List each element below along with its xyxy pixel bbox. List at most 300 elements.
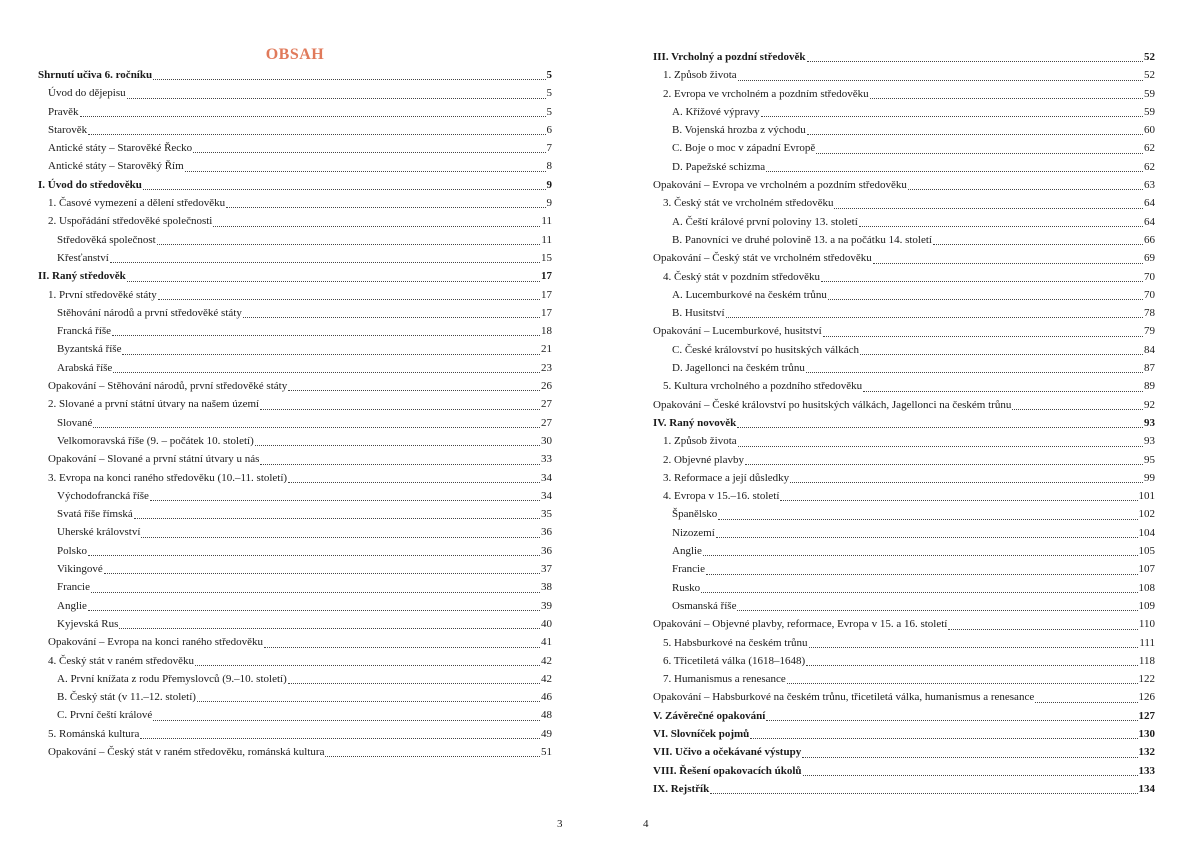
toc-leader-dots [706, 574, 1138, 575]
toc-entry-title: A. Lucemburkové na českém trůnu [672, 288, 827, 301]
toc-entry-title: Svatá říše římská [57, 508, 133, 521]
toc-leader-dots [745, 464, 1143, 465]
toc-entry [653, 560, 1155, 578]
toc-entry [653, 780, 1155, 798]
toc-entry [653, 762, 1155, 780]
toc-entry-page: 9 [546, 178, 552, 191]
toc-leader-dots [197, 701, 540, 702]
toc-leader-dots [127, 98, 546, 99]
toc-entry [38, 322, 552, 340]
toc-entry-title: Opakování – Evropa ve vrcholném a pozdním středověku [653, 179, 907, 192]
toc-entry-title: IV. Raný novověk [653, 416, 737, 429]
toc-entry-title: Byzantská říše [57, 343, 122, 356]
toc-entry-page: 130 [1138, 727, 1155, 740]
toc-leader-dots [1012, 409, 1143, 410]
toc-leader-dots [264, 647, 540, 648]
toc-entry-title: A. Čeští králové první poloviny 13. století [672, 215, 858, 228]
toc-list-right [653, 48, 1155, 798]
toc-entry-title: Arabská říše [57, 361, 113, 374]
toc-entry-page: 93 [1144, 435, 1155, 448]
toc-entry-title: 4. Český stát v pozdním středověku [663, 270, 821, 283]
toc-entry [38, 249, 552, 267]
toc-entry-page: 59 [1144, 87, 1155, 100]
toc-leader-dots [790, 482, 1143, 483]
toc-entry-page: 7 [546, 142, 552, 155]
toc-leader-dots [802, 757, 1137, 758]
toc-entry-title: Opakování – Český stát ve vrcholném středověku [653, 252, 872, 265]
toc-entry [653, 487, 1155, 505]
toc-entry-page: 8 [546, 160, 552, 173]
toc-leader-dots [134, 518, 540, 519]
toc-entry [38, 450, 552, 468]
toc-entry [38, 542, 552, 560]
toc-entry-title: 1. Časové vymezení a dělení středověku [48, 197, 226, 210]
toc-entry [653, 542, 1155, 560]
toc-leader-dots [828, 299, 1143, 300]
toc-leader-dots [948, 629, 1138, 630]
toc-entry-page: 110 [1138, 618, 1155, 631]
toc-entry-title: Opakování – Český stát v raném středověku, románská kultura [48, 745, 325, 758]
toc-entry [38, 615, 552, 633]
toc-leader-dots [141, 537, 540, 538]
toc-entry-page: 39 [541, 599, 552, 612]
toc-entry-page: 92 [1144, 398, 1155, 411]
toc-entry-title: 1. Způsob života [663, 69, 737, 82]
toc-entry-title: Úvod do dějepisu [48, 87, 126, 100]
toc-leader-dots [863, 391, 1143, 392]
toc-entry-title: B. Husitství [672, 307, 725, 320]
toc-list-left [38, 66, 552, 761]
toc-entry-title: Opakování – České království po husitských válkách, Jagellonci na českém trůnu [653, 398, 1012, 411]
toc-entry-page: 93 [1144, 416, 1155, 429]
toc-entry-title: 5. Románská kultura [48, 727, 140, 740]
toc-entry-title: C. První čeští králové [57, 709, 153, 722]
toc-entry [653, 743, 1155, 761]
toc-entry-title: IX. Rejstřík [653, 782, 710, 795]
toc-leader-dots [243, 317, 540, 318]
toc-entry-title: III. Vrcholný a pozdní středověk [653, 51, 806, 63]
toc-entry-page: 36 [541, 526, 552, 539]
toc-leader-dots [860, 354, 1143, 355]
toc-leader-dots [91, 592, 540, 593]
toc-entry-title: Slované [57, 416, 93, 429]
toc-entry [38, 66, 552, 84]
toc-entry [38, 725, 552, 743]
toc-entry-page: 84 [1144, 343, 1155, 356]
toc-leader-dots [88, 555, 540, 556]
toc-entry [653, 341, 1155, 359]
toc-entry [653, 377, 1155, 395]
toc-entry [653, 707, 1155, 725]
toc-leader-dots [859, 226, 1143, 227]
toc-entry-title: Kyjevská Rus [57, 617, 119, 630]
toc-entry-page: 101 [1138, 490, 1155, 503]
toc-entry-title: Nizozemí [672, 526, 715, 539]
toc-leader-dots [110, 262, 540, 263]
toc-entry-page: 9 [546, 197, 552, 210]
toc-entry-page: 37 [541, 563, 552, 576]
toc-entry [653, 414, 1155, 432]
toc-entry [653, 597, 1155, 615]
toc-leader-dots [710, 793, 1137, 794]
toc-entry-title: VIII. Řešení opakovacích úkolů [653, 764, 802, 777]
toc-entry-title: Antické státy – Starověký Řím [48, 160, 184, 173]
toc-entry [38, 340, 552, 358]
toc-entry-title: VII. Učivo a očekávané výstupy [653, 746, 802, 759]
toc-entry-title: Shrnutí učiva 6. ročníku [38, 69, 153, 81]
toc-entry-page: 26 [541, 380, 552, 393]
toc-entry-page: 27 [541, 416, 552, 429]
toc-entry-page: 126 [1138, 691, 1155, 704]
toc-leader-dots [104, 573, 540, 574]
toc-leader-dots [288, 390, 540, 391]
toc-entry [38, 597, 552, 615]
toc-entry-page: 30 [541, 434, 552, 447]
toc-leader-dots [260, 409, 540, 410]
toc-leader-dots [823, 336, 1143, 337]
toc-entry [38, 505, 552, 523]
toc-entry-page: 118 [1138, 654, 1155, 667]
toc-entry-page: 5 [546, 69, 552, 81]
toc-leader-dots [185, 171, 546, 172]
toc-entry-page: 70 [1144, 270, 1155, 283]
toc-entry-title: Opakování – Objevné plavby, reformace, Evropa v 15. a 16. století [653, 618, 948, 631]
toc-leader-dots [834, 208, 1143, 209]
toc-entry [653, 66, 1155, 84]
toc-entry-page: 109 [1138, 599, 1155, 612]
toc-leader-dots [158, 299, 540, 300]
toc-entry-page: 42 [541, 672, 552, 685]
toc-leader-dots [140, 738, 540, 739]
toc-entry-title: A. První knížata z rodu Přemyslovců (9.–10. století) [57, 672, 287, 685]
toc-leader-dots [703, 555, 1138, 556]
toc-entry-title: Španělsko [672, 508, 718, 521]
toc-leader-dots [908, 189, 1143, 190]
toc-entry-page: 66 [1144, 233, 1155, 246]
toc-entry [653, 322, 1155, 340]
toc-entry-title: Francie [57, 581, 90, 594]
toc-entry-title: A. Křížové výpravy [672, 105, 760, 118]
toc-entry-title: B. Český stát (v 11.–12. století) [57, 691, 196, 704]
toc-entry-title: Antické státy – Starověké Řecko [48, 142, 193, 155]
toc-entry-page: 111 [1139, 636, 1155, 649]
toc-entry-page: 79 [1144, 325, 1155, 338]
toc-entry [38, 652, 552, 670]
toc-entry-page: 40 [541, 617, 552, 630]
toc-entry-title: 1. První středověké státy [48, 288, 157, 301]
toc-leader-dots [127, 281, 540, 282]
toc-entry [653, 249, 1155, 267]
toc-entry-page: 6 [546, 123, 552, 136]
toc-leader-dots [803, 775, 1138, 776]
toc-leader-dots [88, 134, 545, 135]
toc-entry [653, 451, 1155, 469]
toc-entry [38, 414, 552, 432]
toc-entry-title: 1. Způsob života [663, 435, 737, 448]
toc-entry-page: 99 [1144, 471, 1155, 484]
toc-entry-title: 4. Evropa v 15.–16. století [663, 490, 780, 503]
toc-leader-dots [738, 446, 1143, 447]
toc-entry [653, 725, 1155, 743]
toc-leader-dots [325, 756, 540, 757]
toc-entry [38, 176, 552, 194]
toc-leader-dots [807, 61, 1144, 62]
toc-entry-title: Polsko [57, 544, 87, 557]
toc-entry-page: 87 [1144, 362, 1155, 375]
toc-entry-page: 5 [546, 87, 552, 100]
toc-entry [38, 304, 552, 322]
toc-leader-dots [716, 537, 1138, 538]
toc-entry [653, 213, 1155, 231]
toc-entry-page: 102 [1138, 508, 1155, 521]
toc-entry-title: Anglie [57, 599, 87, 612]
toc-entry-title: Opakování – Evropa na konci raného středověku [48, 636, 264, 649]
toc-entry-title: Stěhování národů a první středověké státy [57, 306, 242, 319]
toc-entry [38, 231, 552, 249]
toc-entry-title: B. Panovníci ve druhé polovině 13. a na počátku 14. století [672, 233, 932, 246]
toc-leader-dots [288, 482, 540, 483]
toc-entry-title: Francká říše [57, 325, 112, 338]
toc-entry-page: 89 [1144, 380, 1155, 393]
toc-entry-title: Křesťanství [57, 251, 109, 264]
toc-entry-title: Francie [672, 563, 705, 576]
toc-entry-page: 21 [541, 343, 552, 356]
toc-entry [38, 706, 552, 724]
toc-entry [653, 304, 1155, 322]
toc-leader-dots [761, 116, 1143, 117]
toc-entry-page: 134 [1138, 782, 1155, 795]
toc-entry [653, 469, 1155, 487]
toc-entry [653, 139, 1155, 157]
toc-entry-page: 52 [1144, 51, 1155, 63]
toc-entry [653, 579, 1155, 597]
toc-entry [38, 688, 552, 706]
toc-entry-title: I. Úvod do středověku [38, 178, 142, 191]
toc-entry-page: 34 [541, 471, 552, 484]
toc-entry-title: 5. Habsburkové na českém trůnu [663, 636, 808, 649]
toc-entry-title: 4. Český stát v raném středověku [48, 654, 195, 667]
toc-entry [653, 615, 1155, 633]
toc-entry-title: C. České království po husitských válkách [672, 343, 859, 356]
toc-leader-dots [726, 317, 1143, 318]
toc-leader-dots [80, 116, 546, 117]
toc-leader-dots [806, 372, 1143, 373]
toc-entry [653, 432, 1155, 450]
toc-entry [38, 560, 552, 578]
toc-leader-dots [122, 354, 540, 355]
toc-entry-page: 46 [541, 691, 552, 704]
toc-leader-dots [260, 464, 540, 465]
toc-entry-page: 62 [1144, 160, 1155, 173]
toc-entry [653, 48, 1155, 66]
toc-entry-page: 107 [1138, 563, 1155, 576]
toc-entry-page: 64 [1144, 197, 1155, 210]
toc-entry-page: 49 [541, 727, 552, 740]
toc-entry-page: 105 [1138, 545, 1155, 558]
toc-leader-dots [737, 610, 1137, 611]
toc-leader-dots [780, 500, 1137, 501]
toc-entry-page: 38 [541, 581, 552, 594]
toc-entry [653, 231, 1155, 249]
toc-leader-dots [1035, 702, 1137, 703]
toc-entry [38, 469, 552, 487]
toc-entry-page: 62 [1144, 142, 1155, 155]
toc-entry-title: 2. Evropa ve vrcholném a pozdním středověku [663, 87, 869, 100]
toc-entry [38, 121, 552, 139]
toc-entry-page: 5 [546, 105, 552, 118]
toc-leader-dots [737, 427, 1143, 428]
toc-leader-dots [738, 80, 1143, 81]
toc-entry-title: Anglie [672, 545, 702, 558]
toc-entry [653, 359, 1155, 377]
toc-entry-page: 27 [541, 398, 552, 411]
toc-entry [38, 267, 552, 285]
toc-entry-title: Starověk [48, 123, 88, 136]
toc-entry-page: 11 [541, 233, 552, 246]
toc-entry-title: 3. Reformace a její důsledky [663, 471, 790, 484]
toc-entry-title: 2. Uspořádání středověké společnosti [48, 215, 213, 228]
right-page [600, 0, 1200, 854]
toc-entry-title: II. Raný středověk [38, 270, 126, 283]
toc-entry-title: D. Jagellonci na českém trůnu [672, 362, 805, 375]
toc-entry-page: 33 [541, 453, 552, 466]
toc-entry-title: 5. Kultura vrcholného a pozdního středověku [663, 380, 863, 393]
toc-entry-page: 41 [541, 636, 552, 649]
toc-entry-title: C. Boje o moc v západní Evropě [672, 142, 816, 155]
toc-leader-dots [157, 244, 541, 245]
toc-entry-page: 11 [541, 215, 552, 228]
toc-leader-dots [255, 445, 540, 446]
toc-leader-dots [718, 519, 1137, 520]
toc-entry-page: 60 [1144, 124, 1155, 137]
toc-entry [38, 286, 552, 304]
toc-entry-page: 17 [541, 270, 552, 283]
toc-entry [653, 396, 1155, 414]
toc-entry-page: 133 [1138, 764, 1155, 777]
toc-leader-dots [195, 665, 540, 666]
toc-entry-page: 78 [1144, 307, 1155, 320]
toc-entry [38, 633, 552, 651]
toc-entry [38, 103, 552, 121]
toc-entry-title: 6. Třicetiletá válka (1618–1648) [663, 654, 806, 667]
toc-leader-dots [93, 427, 540, 428]
toc-entry-title: Uherské království [57, 526, 141, 539]
toc-entry-title: 3. Evropa na konci raného středověku (10.–11. století) [48, 471, 288, 484]
toc-leader-dots [288, 683, 540, 684]
toc-entry [653, 85, 1155, 103]
toc-entry-title: Opakování – Stěhování národů, první středověké státy [48, 380, 288, 393]
toc-leader-dots [816, 153, 1143, 154]
toc-entry-title: 7. Humanismus a renesance [663, 673, 786, 686]
toc-entry [653, 688, 1155, 706]
toc-entry-title: VI. Slovníček pojmů [653, 727, 750, 740]
toc-entry-page: 52 [1144, 69, 1155, 82]
toc-entry-page: 70 [1144, 288, 1155, 301]
toc-leader-dots [701, 592, 1137, 593]
toc-entry-title: Pravěk [48, 105, 79, 118]
toc-leader-dots [750, 738, 1137, 739]
toc-leader-dots [806, 665, 1138, 666]
toc-entry-title: Vikingové [57, 563, 103, 576]
toc-entry [38, 432, 552, 450]
toc-entry [38, 212, 552, 230]
toc-leader-dots [153, 720, 540, 721]
toc-entry-page: 17 [541, 288, 552, 301]
toc-entry [653, 505, 1155, 523]
toc-entry-title: Osmanská říše [672, 599, 737, 612]
toc-leader-dots [153, 79, 545, 80]
toc-leader-dots [873, 263, 1143, 264]
toc-entry-title: 3. Český stát ve vrcholném středověku [663, 197, 834, 210]
toc-entry [38, 157, 552, 175]
toc-entry-title: Opakování – Lucemburkové, husitství [653, 325, 822, 338]
toc-entry [653, 103, 1155, 121]
toc-leader-dots [821, 281, 1143, 282]
toc-title: OBSAH [265, 46, 325, 63]
toc-entry [38, 578, 552, 596]
toc-entry [38, 523, 552, 541]
toc-entry-page: 18 [541, 325, 552, 338]
toc-leader-dots [213, 226, 540, 227]
toc-entry [653, 652, 1155, 670]
toc-entry [38, 139, 552, 157]
toc-entry-page: 36 [541, 544, 552, 557]
toc-entry [38, 395, 552, 413]
toc-entry-page: 104 [1138, 526, 1155, 539]
toc-entry-page: 95 [1144, 453, 1155, 466]
toc-entry-title: Rusko [672, 581, 701, 594]
toc-entry-title: Opakování – Habsburkové na českém trůnu, třicetiletá válka, humanismus a renesance [653, 691, 1035, 704]
toc-leader-dots [933, 244, 1143, 245]
toc-entry-title: 2. Slované a první státní útvary na našem území [48, 398, 260, 411]
toc-entry [653, 634, 1155, 652]
toc-leader-dots [150, 500, 540, 501]
page-number: 3 [557, 818, 563, 830]
toc-leader-dots [787, 683, 1138, 684]
toc-entry [38, 194, 552, 212]
toc-entry [38, 377, 552, 395]
toc-leader-dots [143, 189, 546, 190]
toc-entry-page: 15 [541, 251, 552, 264]
toc-leader-dots [113, 372, 540, 373]
toc-entry-page: 63 [1144, 179, 1155, 192]
toc-entry-title: B. Vojenská hrozba z východu [672, 124, 806, 137]
toc-entry-title: Středověká společnost [57, 233, 156, 246]
toc-entry-page: 23 [541, 361, 552, 374]
toc-entry-page: 132 [1138, 746, 1155, 759]
toc-entry-page: 127 [1138, 709, 1155, 722]
toc-leader-dots [766, 171, 1143, 172]
toc-entry-title: 2. Objevné plavby [663, 453, 744, 466]
toc-entry [38, 743, 552, 761]
toc-leader-dots [807, 134, 1143, 135]
toc-entry [38, 670, 552, 688]
toc-entry-page: 35 [541, 508, 552, 521]
toc-entry-page: 34 [541, 489, 552, 502]
toc-entry-title: V. Závěrečné opakování [653, 709, 766, 722]
toc-entry-title: D. Papežské schizma [672, 160, 766, 173]
toc-entry [653, 286, 1155, 304]
toc-entry [653, 158, 1155, 176]
toc-entry-page: 64 [1144, 215, 1155, 228]
toc-leader-dots [870, 98, 1143, 99]
toc-entry-page: 51 [541, 745, 552, 758]
toc-leader-dots [119, 628, 540, 629]
page-number: 4 [643, 818, 649, 830]
toc-entry-title: Opakování – Slované a první státní útvary u nás [48, 453, 260, 466]
toc-leader-dots [809, 647, 1139, 648]
toc-entry-page: 17 [541, 306, 552, 319]
